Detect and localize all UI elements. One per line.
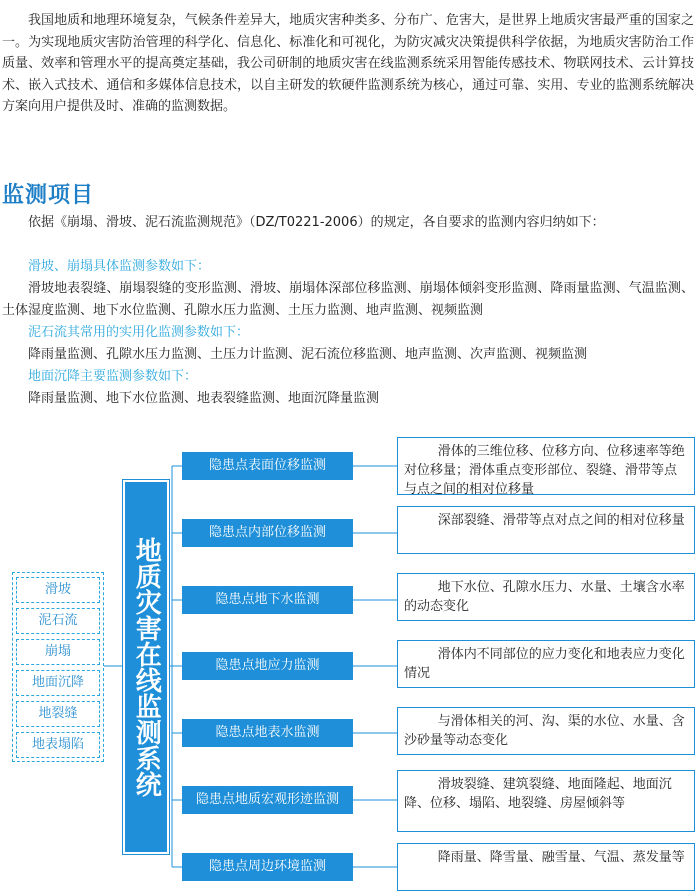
requirement-paragraph: 依据《崩塌、滑坡、泥石流监测规范》（DZ/T0221-2006）的规定，各自要求的监测内容归纳如下： [28,215,605,230]
intro-paragraph: 我国地质和地理环境复杂，气候条件差异大，地质灾害种类多、分布广、危害大，是世界上地质灾害最严重的国家之一。为实现地质灾害防治管理的科学化、信息化、标准化和可视化，为防灾减灾决策提供科学依据，为地质灾害防治工作质量、效率和管理水平的提高奠定基础，我公司研制的地质灾害在线监测系统采用智能传感技术、物联网技术、云计算技术、嵌入式技术、通信和多媒体信息技术，以自主研发的软硬件监测系统为核心，通过可靠、实用、专业的监测系统解决方案向用户提供及时、准确的监测数据。 [2,13,694,114]
monitor-item-internal-displacement: 隐患点内部位移监测 [182,519,353,547]
hazard-item: 崩塌 [16,639,100,665]
hazard-item: 地面沉降 [16,670,100,696]
monitor-desc-surface-displacement: 滑体的三维位移、位移方向、位移速率等绝对位移量；滑体重点变形部位、裂缝、滑带等点与点之间的相对位移量 [397,437,695,495]
monitor-item-groundwater: 隐患点地下水监测 [182,586,353,614]
group-content-subsidence: 降雨量监测、地下水位监测、地表裂缝监测、地面沉降量监测 [28,391,380,406]
monitor-desc-environment: 降雨量、降雪量、融雪量、气温、蒸发量等 [397,843,695,891]
system-label: 地质灾害在线监测系统 [123,480,169,854]
group-title-subsidence: 地面沉降主要监测参数如下： [28,369,198,384]
hazard-type-list [12,572,104,762]
group-title-landslide: 滑坡、崩塌具体监测参数如下： [28,259,211,274]
group-content-landslide: 滑坡地表裂缝、崩塌裂缝的变形监测、滑坡、崩塌体深部位移监测、崩塌体倾斜变形监测、降雨量监测、气温监测、土体湿度监测、地下水位监测、孔隙水压力监测、土压力监测、地声监测、视频监测 [2,281,694,318]
hazard-item: 地裂缝 [16,701,100,727]
monitor-desc-surface-water: 与滑体相关的河、沟、渠的水位、水量、含沙砂量等动态变化 [397,707,695,755]
monitor-desc-macro-traces: 滑坡裂缝、建筑裂缝、地面隆起、地面沉降、位移、塌陷、地裂缝、房屋倾斜等 [397,770,695,832]
monitor-item-environment: 隐患点周边环境监测 [182,853,353,881]
hazard-item: 泥石流 [16,608,100,634]
group-title-debris-flow: 泥石流其常用的实用化监测参数如下： [28,325,250,340]
monitor-item-surface-displacement: 隐患点表面位移监测 [182,452,353,480]
hazard-item: 地表塌陷 [16,732,100,758]
monitor-item-ground-stress: 隐患点地应力监测 [182,652,353,680]
monitor-desc-groundwater: 地下水位、孔隙水压力、水量、土壤含水率的动态变化 [397,573,695,621]
monitor-desc-ground-stress: 滑体内不同部位的应力变化和地表应力变化情况 [397,640,695,688]
section-heading: 监测项目 [2,183,95,208]
monitor-item-surface-water: 隐患点地表水监测 [182,719,353,747]
hazard-item: 滑坡 [16,577,100,603]
monitoring-diagram [0,420,700,895]
monitor-desc-internal-displacement: 深部裂缝、滑带等点对点之间的相对位移量 [397,506,695,554]
monitor-item-macro-traces: 隐患点地质宏观形迹监测 [182,786,353,814]
group-content-debris-flow: 降雨量监测、孔隙水压力监测、土压力计监测、泥石流位移监测、地声监测、次声监测、视频监测 [28,347,588,362]
